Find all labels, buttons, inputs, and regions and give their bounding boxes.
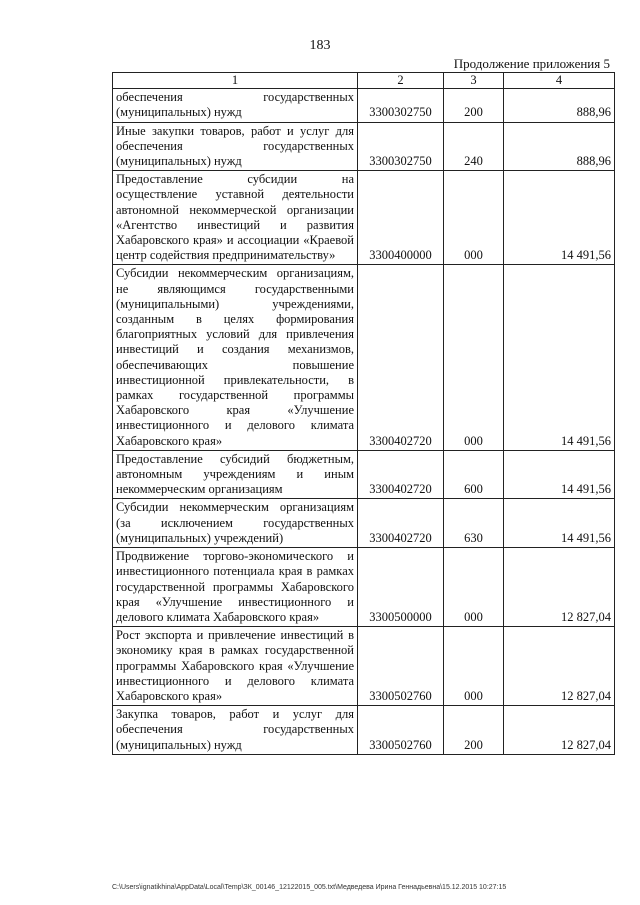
- row-code: 3300502760: [358, 627, 444, 706]
- row-name: Иные закупки товаров, работ и услуг для обеспечения государственных (муниципальных) нужд: [113, 122, 358, 171]
- row-sum: 12 827,04: [504, 706, 615, 755]
- row-code: 3300402720: [358, 265, 444, 450]
- row-code: 3300402720: [358, 499, 444, 548]
- row-code: 3300502760: [358, 706, 444, 755]
- header-col-4: 4: [504, 73, 615, 89]
- row-code: 3300302750: [358, 89, 444, 122]
- page-number: 183: [309, 38, 331, 53]
- row-expense-type: 200: [444, 89, 504, 122]
- row-name: Субсидии некоммерческим организациям, не являющимся государственными (муниципальными) учреждениями, созданным в целях формирования благоприятных условий для привлечения инвестиций и создания механизмов, обеспечивающих повышение инвестиционной привлекательности, в рамках государственной программы Хабаровского края «Улучшение инвестиционного и делового климата Хабаровского края»: [113, 265, 358, 450]
- header-col-2: 2: [358, 73, 444, 89]
- row-sum: 14 491,56: [504, 171, 615, 265]
- file-path-footer: C:\Users\ignatikhina\AppData\Local\Temp\ЗК_00146_12122015_005.txt\Медведева Ирина Геннадьевна\15.12.2015 10:27:15: [112, 884, 507, 891]
- table-row: [113, 450, 615, 499]
- row-code: 3300302750: [358, 122, 444, 171]
- row-code: 3300500000: [358, 548, 444, 627]
- row-expense-type: 000: [444, 171, 504, 265]
- row-name: обеспечения государственных (муниципальных) нужд: [113, 89, 358, 122]
- budget-table: [112, 72, 615, 755]
- row-name: Закупка товаров, работ и услуг для обеспечения государственных (муниципальных) нужд: [113, 706, 358, 755]
- row-sum: 14 491,56: [504, 499, 615, 548]
- table-row: [113, 122, 615, 171]
- table-row: [113, 706, 615, 755]
- row-sum: 12 827,04: [504, 548, 615, 627]
- row-expense-type: 000: [444, 627, 504, 706]
- table-row: [113, 548, 615, 627]
- header-col-3: 3: [444, 73, 504, 89]
- row-expense-type: 630: [444, 499, 504, 548]
- row-expense-type: 000: [444, 265, 504, 450]
- row-sum: 888,96: [504, 89, 615, 122]
- row-code: 3300400000: [358, 171, 444, 265]
- row-sum: 14 491,56: [504, 265, 615, 450]
- row-name: Предоставление субсидий бюджетным, автономным учреждениям и иным некоммерческим организациям: [113, 450, 358, 499]
- row-code: 3300402720: [358, 450, 444, 499]
- table-row: [113, 265, 615, 450]
- row-expense-type: 200: [444, 706, 504, 755]
- table-row: [113, 171, 615, 265]
- row-sum: 14 491,56: [504, 450, 615, 499]
- row-expense-type: 240: [444, 122, 504, 171]
- table-row: [113, 89, 615, 122]
- row-name: Субсидии некоммерческим организациям (за исключением государственных (муниципальных) учреждений): [113, 499, 358, 548]
- row-sum: 12 827,04: [504, 627, 615, 706]
- table-row: [113, 499, 615, 548]
- continuation-caption: Продолжение приложения 5: [453, 56, 610, 71]
- table-row: [113, 627, 615, 706]
- header-col-1: 1: [113, 73, 358, 89]
- row-name: Предоставление субсидии на осуществление уставной деятельности автономной некоммерческой организации «Агентство инвестиций и развития Хабаровского края» и ассоциации «Краевой центр содействия предпринимательству»: [113, 171, 358, 265]
- row-name: Рост экспорта и привлечение инвестиций в экономику края в рамках государственной программы Хабаровского края «Улучшение инвестиционного и делового климата Хабаровского края»: [113, 627, 358, 706]
- row-expense-type: 600: [444, 450, 504, 499]
- row-expense-type: 000: [444, 548, 504, 627]
- row-name: Продвижение торгово-экономического и инвестиционного потенциала края в рамках государственной программы Хабаровского края «Улучшение инвестиционного и делового климата Хабаровского края»: [113, 548, 358, 627]
- header-row: [113, 73, 615, 89]
- row-sum: 888,96: [504, 122, 615, 171]
